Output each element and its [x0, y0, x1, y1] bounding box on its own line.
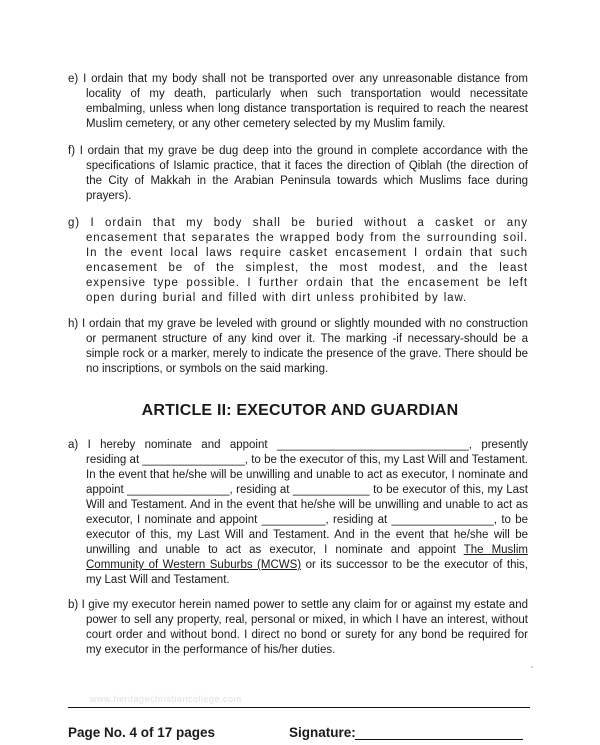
scan-speck — [531, 666, 533, 668]
article-heading: ARTICLE II: EXECUTOR AND GUARDIAN — [141, 402, 459, 419]
organization-name: The Muslim Community of Western Suburbs (MCWS) — [86, 544, 528, 571]
clause-h: h) I ordain that my grave be leveled with ground or slightly mounded with no construction or permanent structure of any kind over it. The marking -if necessary-should be a simple rock or a marker, merely to indicate the presence of the grave. There should be no inscriptions, or symbols on the said marking. — [68, 318, 528, 375]
clause-f: f) I ordain that my grave be dug deep into the ground in complete accordance with the specifications of Islamic practice, that it faces the direction of Qiblah (the direction of the City of Makkah in the Arabian Peninsula towards which Muslims face during prayers). — [68, 145, 528, 202]
signature-line — [355, 739, 523, 740]
watermark: www.heritagechristiancollege.com — [90, 694, 242, 704]
clause-e: e) I ordain that my body shall not be transported over any unreasonable distance from locality of my death, particularly when such transportation would necessitate embalming, unless when long distance transportation is required to reach the nearest Muslim cemetery, or any other cemetery selected by my Muslim family. — [68, 73, 528, 130]
clause-a-text: a) I hereby nominate and appoint ______________________________, presently residing at ________________, to be the executor of this, my Last Will and Testament. In the event that he/she will be unwilling and unable to act as executor, I nominate and appoint ________________, residing at ____________ to be executor of this, my Last Will and Testament. And in the event that he/she will be unwilling and unable to act as executor, I nominate and appoint __________, residing at ________________, to be executor of this, my Last Will and Testament. And in the event that he/she will be unwilling and unable to act as executor, I nominate and appoint — [68, 439, 528, 556]
clause-a-text-end: or its successor to be the executor of this, my Last Will and Testament. — [86, 559, 528, 586]
signature-label: Signature: — [289, 725, 356, 740]
page-number: Page No. 4 of 17 pages — [68, 725, 216, 740]
footer-divider — [68, 707, 530, 708]
article-clause-a — [68, 438, 528, 588]
clause-g: g) I ordain that my body shall be buried without a casket or any encasement that separates the wrapped body from the surrounding soil. In the event local laws require casket encasement I ordain that such encasement be of the simplest, the most modest, and the least expensive type possible. I further ordain that the encasement be left open during burial and filled with dirt unless prohibited by law. — [68, 217, 528, 304]
article-clause-b: b) I give my executor herein named power to settle any claim for or against my estate and power to sell any property, real, personal or mixed, in which I have an interest, without court order and without bond. I direct no bond or surety for any bond be required for my executor in the performance of his/her duties. — [68, 599, 528, 656]
